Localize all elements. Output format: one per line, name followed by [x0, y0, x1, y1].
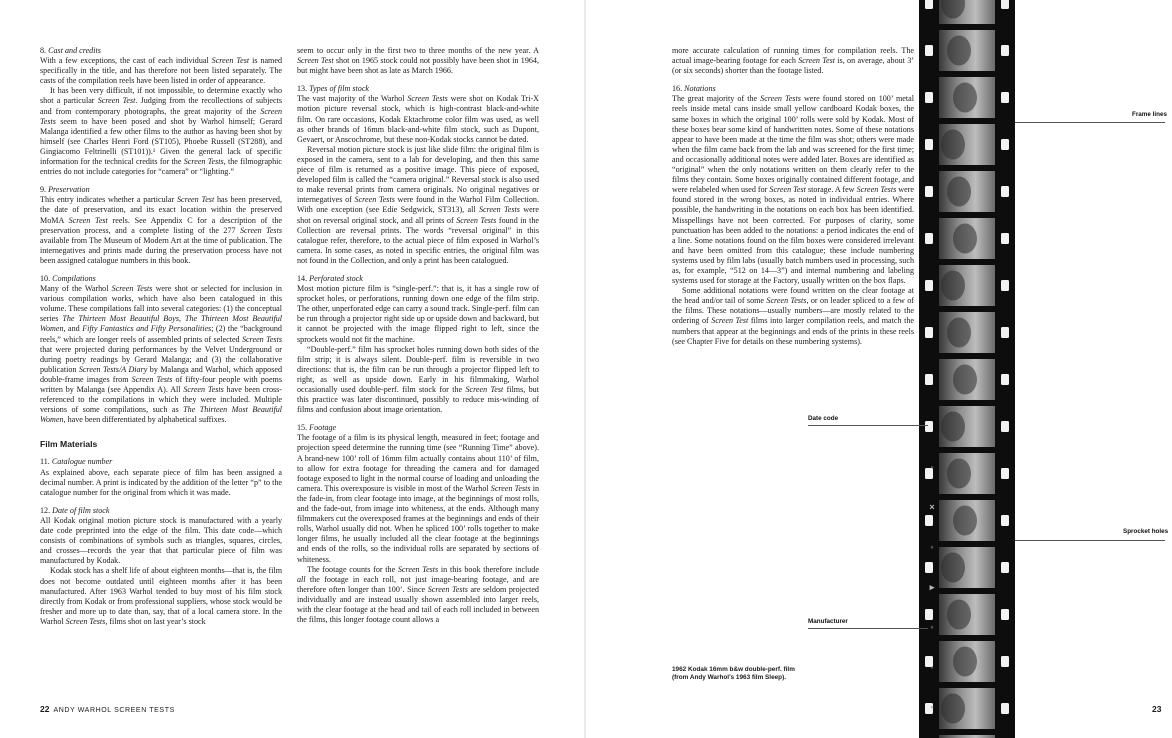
sprocket-hole	[925, 186, 933, 197]
subheading-title: Footage	[309, 423, 337, 433]
sprocket-hole	[1001, 92, 1009, 103]
body-paragraph: seem to occur only in the first two to three months of the new year. A Screen Test shot on 1965 stock could not possibly have been shot in 1964, but might have been shot as late as March 1966.	[297, 46, 539, 76]
sprocket-hole	[1001, 656, 1009, 667]
left-page-column-1	[40, 46, 282, 627]
page-gutter	[584, 0, 586, 738]
section-subheading	[297, 84, 539, 94]
label-date-code: Date code	[808, 415, 839, 422]
body-paragraph: “Double-perf.” film has sprocket holes running down both sides of the film strip; it is always silent. Double-perf. film is reversible in two directions: that is, the film can be run through a projector flipped left to right, as well as upside down. Early in his filmmaking, Warhol occasionally used double-perf. film stock for the Screen Test films, but this practice was later discontinued, possibly to reduce mis-winding of films and confusion about image orientation.	[297, 344, 539, 415]
frame-shadow	[953, 83, 977, 113]
body-paragraph: This entry indicates whether a particular Screen Test has been preserved, the date of preservation, and its exact location within the preserved MoMA Screen Test reels. See Appendix C for a description of the preservation process, and a complete listing of the 277 Screen Tests available from The Museum of Modern Art at the time of publication. The internegatives and prints made during the preservation process have not been assigned catalogue numbers in this book.	[40, 195, 283, 265]
body-paragraph: All Kodak original motion picture stock is manufactured with a yearly date code preprinted into the edge of the film. This date code—which consists of combinations of symbols such as triangles, squares, circles, and crosses—records the year that that particular piece of film was manufactured by Kodak.	[40, 515, 282, 566]
sprocket-hole	[925, 139, 933, 150]
frame-shadow	[941, 271, 965, 301]
section-subheading	[40, 457, 282, 467]
subheading-number: 11.	[40, 457, 50, 467]
caption-line-1: 1962 Kodak 16mm b&w double-perf. film	[672, 666, 795, 673]
section-subheading	[40, 274, 282, 284]
sprocket-hole	[925, 374, 933, 385]
body-paragraph: The footage counts for the Screen Tests in this book therefore include all the footage in each roll, not just image-bearing footage, and are therefore often longer than 100’. Since Screen Tests are seldom projected individually and are instead usually shown assembled into larger reels, with the clear footage at the head and tail of each roll included in between the films, this longer footage count allows a	[297, 564, 539, 625]
sprocket-hole	[925, 233, 933, 244]
subheading-number: 10.	[40, 273, 51, 283]
frame-shadow	[947, 36, 971, 66]
section-subheading	[297, 423, 539, 433]
leader-line-date-code	[808, 425, 928, 426]
frame-shadow	[947, 177, 971, 207]
subheading-title: Compilations	[52, 273, 96, 283]
frame-shadow	[953, 506, 977, 536]
subheading-title: Catalogue number	[51, 457, 113, 467]
frame-shadow	[947, 459, 971, 489]
subheading-number: 16.	[672, 84, 683, 94]
frame-shadow	[947, 318, 971, 348]
leader-line-frame-lines	[1015, 122, 1165, 123]
sprocket-hole	[1001, 703, 1009, 714]
sprocket-hole	[925, 515, 933, 526]
subheading-title: Perforated stock	[309, 273, 363, 283]
right-folio	[1152, 704, 1165, 714]
caption-line-2: (from Andy Warhol’s 1963 film Sleep).	[672, 674, 786, 681]
edge-mark: ◦	[930, 462, 934, 472]
sprocket-hole	[1001, 374, 1009, 385]
body-paragraph: Kodak stock has a shelf life of about eighteen months—that is, the film does not become outdated until eighteen months after it has been manufactured. After 1963 Warhol tended to buy most of his film stock directly from Kodak or from professional suppliers, whose stock would be fresher and more up to date than, say, that of a local camera store. In the Warhol Screen Tests, films shot on last year’s stock	[40, 566, 282, 626]
sprocket-hole	[1001, 468, 1009, 479]
sprocket-hole	[1001, 45, 1009, 56]
edge-mark: ▸	[929, 582, 935, 592]
body-paragraph: With a few exceptions, the cast of each individual Screen Test is named specifically in the title, and has therefore not been listed separately. The casts of the compilation reels have been listed in order of appearance.	[40, 56, 282, 86]
section-subheading	[40, 185, 282, 195]
subheading-number: 12.	[40, 505, 51, 515]
left-page-column-2	[297, 46, 539, 625]
sprocket-hole	[1001, 233, 1009, 244]
left-folio	[40, 704, 175, 714]
sprocket-hole	[925, 92, 933, 103]
subheading-number: 13.	[297, 84, 308, 94]
body-paragraph: Most motion picture film is “single-perf.”: that is, it has a single row of sprocket holes, or perforations, running down one edge of the film strip. The other, unperforated edge can carry a sound track. Single-perf. film can be run through a projector right side up or upside down and backward, but it cannot be projected with the image flipped right to left, since the sprockets would not fit the machine.	[297, 284, 539, 344]
subheading-number: 8.	[40, 46, 47, 55]
sprocket-hole	[925, 562, 933, 573]
frame-shadow	[953, 224, 977, 254]
subheading-number: 15.	[297, 423, 308, 433]
frame-shadow	[953, 365, 977, 395]
body-paragraph: The great majority of the Screen Tests were found stored on 100’ metal reels inside metal cans inside small yellow cardboard Kodak boxes, the same boxes in which the original 100’ rolls were sold by Kodak. Most of these boxes bear some kind of handwritten notes. Some of these notations appear to have been made at the time the film was shot; others were made when the film came back from the lab and was screened for the first time; and occasionally additional notes were added later. Boxes are identified as “original” when the only notations written on them clearly refer to the films they contain. Some boxes originally contained different footage, and were relabeled when used for Screen Test storage. A few Screen Tests were found stored in the wrong boxes, as noted in individual entries. Where possible, the handwriting in the notations on each box has been identified. Misspellings have not been corrected. For purposes of clarity, some punctuation has been added to the notations: a period indicates the end of a line. Some notations found on the film boxes were considered irrelevant and have been omitted from this catalogue; these include numbering systems used by film labs (usually batch numbers used in processing, such as, for example, “512 on 14—3”) and internal numbering and labeling systems used for storage at the Factory, usually written on the box flaps.	[672, 94, 914, 286]
body-paragraph: As explained above, each separate piece of film has been assigned a decimal number. A print is indicated by the addition of the letter “p” to the catalogue number for the original from which it was made.	[40, 467, 282, 497]
label-manufacturer: Manufacturer	[808, 618, 848, 625]
edge-mark: ×	[929, 502, 935, 512]
edge-mark: ▪	[930, 702, 934, 712]
leader-line-sprocket-holes	[1015, 540, 1165, 541]
sprocket-hole	[925, 421, 933, 432]
subheading-number: 14.	[297, 273, 308, 283]
sprocket-hole	[1001, 139, 1009, 150]
sprocket-hole	[925, 0, 933, 9]
edge-mark: ◦	[930, 542, 934, 552]
frame-shadow	[941, 553, 965, 583]
film-strip-photo	[919, 0, 1015, 738]
sprocket-hole	[1001, 421, 1009, 432]
section-heading: Film Materials	[40, 439, 98, 450]
frame-shadow	[953, 647, 977, 677]
figure-caption	[672, 666, 832, 682]
sprocket-hole	[925, 327, 933, 338]
page-number-left: 22	[40, 704, 50, 714]
subheading-title: Notations	[684, 84, 716, 94]
sprocket-hole	[1001, 515, 1009, 526]
sprocket-hole	[1001, 327, 1009, 338]
body-paragraph: The footage of a film is its physical length, measured in feet; footage and projection speed determine the running time (see “Running Time” above). A brand-new 100’ roll of 16mm film actually contains about 110’ of film, to allow for extra footage for threading the camera and for damaged footage exposed to light in the normal course of loading and unloading the camera. This overexposure is visible in most of the Warhol Screen Tests in the fade-in, from clear footage into image, at the beginnings of most rolls, and the fade-out, from image into whiteness, at the ends. Although many filmmakers cut the overexposed frames at the beginnings and ends of their rolls, Warhol usually did not. When he spliced 100’ rolls together to make longer films, he usually included all the clear footage at the beginnings and ends of the rolls, so the individual rolls are separated by sections of whiteness.	[297, 433, 539, 564]
sprocket-hole	[1001, 186, 1009, 197]
label-sprocket-holes: Sprocket holes	[1123, 528, 1169, 535]
section-subheading	[40, 506, 282, 516]
body-paragraph: It has been very difficult, if not impossible, to determine exactly who shot a particular Screen Test. Judging from the recollections of subjects and from contemporary photographs, the great majority of the Screen Tests seem to have been posed and shot by Warhol himself; Gerard Malanga identified a few other films to the author as having been shot by himself (see Charles Henri Ford (ST105), Phoebe Russell (ST288), and Gingiacomo Feltrinelli (ST101)).¹ Given the general lack of specific information for the technical credits for the Screen Tests, the filmographic entries do not include categories for “camera” or “lighting.”	[40, 86, 282, 177]
leader-line-manufacturer	[808, 628, 928, 629]
edge-mark: ◦	[930, 622, 934, 632]
sprocket-hole	[925, 280, 933, 291]
sprocket-hole	[1001, 562, 1009, 573]
subheading-title: Date of film stock	[52, 505, 110, 515]
section-subheading	[40, 46, 282, 56]
sprocket-hole	[1001, 0, 1009, 9]
section-subheading	[297, 274, 539, 284]
body-paragraph: Some additional notations were found written on the clear footage at the head and/or tail of some Screen Tests, or on leader spliced to a few of the films. These notations—usually numbers—are mostly related to the ordering of Screen Test films into larger compilation reels, and match the numbers that appear at the beginnings and ends of the prints in these reels (see Chapter Five for details on these numbering systems).	[672, 286, 914, 346]
sprocket-hole	[925, 609, 933, 620]
frame-shadow	[941, 412, 965, 442]
frame-shadow	[947, 600, 971, 630]
running-head: ANDY WARHOL SCREEN TESTS	[53, 707, 175, 714]
label-frame-lines: Frame lines	[1132, 111, 1167, 118]
sprocket-hole	[1001, 280, 1009, 291]
right-page-column	[672, 46, 914, 347]
body-paragraph: The vast majority of the Warhol Screen Tests were shot on Kodak Tri-X motion picture reversal stock, which is high-contrast black-and-white film. On rare occasions, Kodak Ektachrome color film was used, as well as other brands of 16mm black-and-white film stock, such as Dupont, Gevaert, or Anscochrome, but these non-Kodak stocks cannot be dated.	[297, 94, 539, 144]
subheading-title: Preservation	[48, 185, 90, 195]
frame-shadow	[941, 130, 965, 160]
subheading-title: Cast and credits	[48, 46, 101, 55]
body-paragraph: Many of the Warhol Screen Tests were shot or selected for inclusion in various compilation works, which have also been catalogued in this volume. These compilations fall into several categories: (1) the conceptual series The Thirteen Most Beautiful Boys, The Thirteen Most Beautiful Women, and Fifty Fantastics and Fifty Personalities; (2) the “background reels,” which are longer reels of assembled prints of selected Screen Tests that were projected during performances by the Velvet Underground or during poetry readings by Gerard Malanga; and (3) the collaborative publication Screen Tests/A Diary by Malanga and Warhol, which apposed double-frame images from Screen Tests of fifty-four people with poems written by Malanga (see Appendix A). All Screen Tests have been cross-referenced to the compilations in which they were included. Multiple versions of some compilations, such as The Thirteen Most Beautiful Women, have been differentiated by alphabetical suffixes.	[40, 284, 283, 425]
subheading-title: Types of film stock	[309, 84, 370, 94]
section-subheading	[672, 84, 914, 94]
frame-shadow	[941, 694, 965, 724]
body-paragraph: more accurate calculation of running times for compilation reels. The actual image-bearing footage for each Screen Test is, on average, about 3’ (or six seconds) shorter than the footage listed.	[672, 46, 914, 76]
edge-mark: ◦	[930, 662, 934, 672]
sprocket-hole	[1001, 609, 1009, 620]
subheading-number: 9.	[40, 185, 47, 195]
page-number-right: 23	[1152, 704, 1162, 714]
body-paragraph: Reversal motion picture stock is just like slide film: the original film is exposed in the camera, sent to a lab for developing, and then this same piece of film is returned as a positive image. This piece of exposed, developed film is called the “camera original.” Reversal stock is also used to make reversal prints from camera originals. No original negatives or internegatives of Screen Tests were found in the Warhol Film Collection. With one exception (see Edie Sedgwick, ST313), all Screen Tests were shot on reversal original stock, and all prints of Screen Tests found in the Collection are reversal prints. The words “reversal original” in this catalogue refer, therefore, to the actual piece of film exposed in Warhol’s camera. In some cases, as noted in specific entries, the original film was not found in the Collection, and only a print has been catalogued.	[297, 144, 539, 265]
sprocket-hole	[925, 45, 933, 56]
